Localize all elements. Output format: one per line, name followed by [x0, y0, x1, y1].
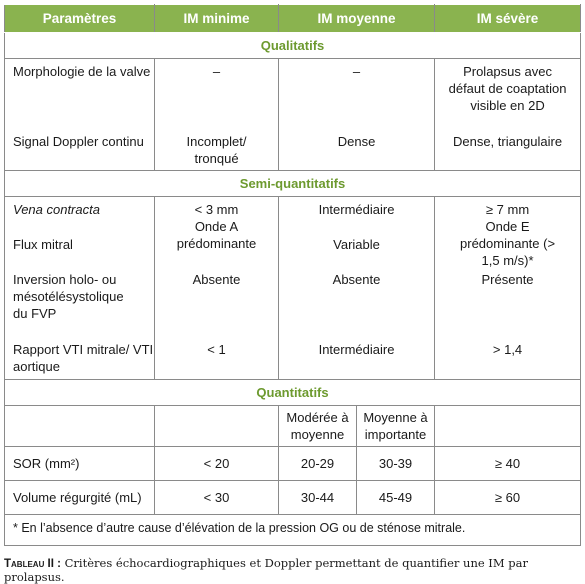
- qualitatifs-severe: Prolapsus avec défaut de coaptation visible en 2D Dense, triangulaire: [435, 59, 581, 171]
- footnote-row: [5, 515, 581, 546]
- quantitatifs-subheader: [5, 406, 581, 447]
- param-vena-contracta: Vena contracta: [13, 202, 100, 217]
- header-moyenne: IM moyenne: [279, 5, 435, 33]
- section-qualitatifs: Qualitatifs: [5, 33, 581, 59]
- semi-row: [5, 197, 581, 380]
- table-caption: [4, 556, 585, 584]
- footnote: * En l’absence d’autre cause d’élévation de la pression OG ou de sténose mitrale.: [5, 515, 581, 546]
- param-volume: Volume régurgité (mL): [5, 481, 155, 515]
- qualitatifs-moyenne: – Dense: [279, 59, 435, 171]
- param-signal-doppler: Signal Doppler continu: [13, 134, 144, 149]
- section-semi-quantitatifs: Semi-quantitatifs: [5, 171, 581, 197]
- header-row: [5, 5, 581, 33]
- header-minime: IM minime: [155, 5, 279, 33]
- caption-text: Critères échocardiographiques et Doppler permettant de quantifier une IM par prolapsus.: [4, 556, 528, 584]
- param-inversion: Inversion holo- ou mésotélésystolique du FVP: [13, 272, 124, 321]
- semi-params: [5, 197, 155, 380]
- subheader-moyenne-importante: Moyenne à importante: [357, 406, 435, 447]
- qualitatifs-minime: – Incomplet/ tronqué: [155, 59, 279, 171]
- qualitatifs-row: [5, 59, 581, 171]
- qualitatifs-params: [5, 59, 155, 171]
- table-row: SOR (mm²) < 20 20-29 30-39 ≥ 40: [5, 447, 581, 481]
- semi-moyenne: Intermédiaire Variable Absente Intermédiaire: [279, 197, 435, 380]
- param-morphologie: Morphologie de la valve: [13, 64, 151, 79]
- table-row: Volume régurgité (mL) < 30 30-44 45-49 ≥ 60: [5, 481, 581, 515]
- subheader-moderee: Modérée à moyenne: [279, 406, 357, 447]
- param-flux-mitral: Flux mitral: [13, 237, 73, 252]
- param-sor: SOR (mm²): [5, 447, 155, 481]
- semi-severe: ≥ 7 mm Onde E prédominante (> 1,5 m/s)* Présente > 1,4: [435, 197, 581, 380]
- section-quantitatifs: Quantitatifs: [5, 380, 581, 406]
- criteria-table: [4, 4, 581, 546]
- caption-label: Tableau II :: [4, 558, 61, 570]
- header-severe: IM sévère: [435, 5, 581, 33]
- param-rapport-vti: Rapport VTI mitrale/ VTI aortique: [13, 342, 154, 374]
- semi-minime: < 3 mm Onde A prédominante Absente < 1: [155, 197, 279, 380]
- header-params: Paramètres: [5, 5, 155, 33]
